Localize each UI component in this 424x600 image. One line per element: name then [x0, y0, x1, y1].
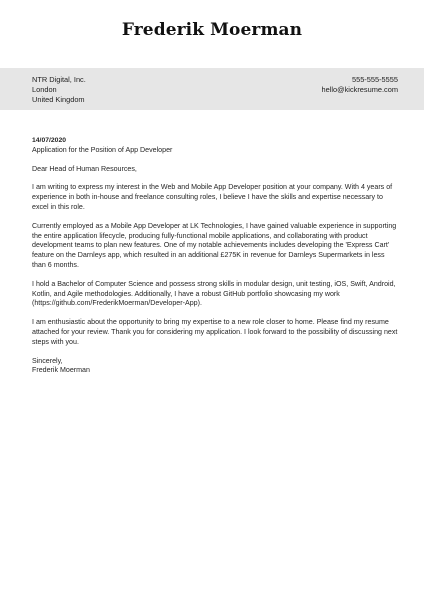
paragraph-skills: I hold a Bachelor of Computer Science and possess strong skills in modular design, unit testing, iOS, Swift, Android, Kotlin, and Agile methodologies. Additionally, I have a robust GitHub portfolio showcasing my work (https://github.com/FrederikMoerman/Developer-App).	[32, 279, 396, 308]
sender-phone: 555-555-5555	[351, 75, 398, 84]
contact-band	[0, 68, 424, 110]
recipient-city: London	[32, 85, 57, 94]
applicant-name: Frederik Moerman	[121, 20, 303, 40]
letter-body	[32, 136, 398, 376]
sender-contact	[321, 75, 398, 95]
paragraph-experience: Currently employed as a Mobile App Developer at LK Technologies, I have gained valuable experience in supporting the entire application lifecycle, producing fully-functional mobile applications, and collaborating with product development teams to plan new features. One of my notable achievements includes developing the 'Express Cart' feature on the Darnleys app, which resulted in an additional £275K in revenue for Darnleys Supermarkets in less than 6 months.	[32, 221, 397, 269]
paragraph-closing: I am enthusiastic about the opportunity to bring my expertise to a new role closer to home. Please find my resume attached for your review. Thank you for considering my application. I look forward to the possibility of discussing next steps with you.	[32, 318, 398, 346]
paragraph-intro: I am writing to express my interest in the Web and Mobile App Developer position at your company. With 4 years of experience in both in-house and freelance consulting roles, I believe I have the skills and expertise necessary to excel in this role.	[32, 183, 393, 211]
sender-email: hello@kickresume.com	[321, 85, 398, 94]
signature-name: Frederik Moerman	[32, 366, 90, 375]
recipient-company: NTR Digital, Inc.	[32, 75, 86, 84]
signoff	[32, 357, 398, 377]
recipient-address	[32, 75, 86, 105]
closing-phrase: Sincerely,	[32, 356, 63, 365]
letter-subject: Application for the Position of App Developer	[32, 145, 173, 154]
recipient-country: United Kingdom	[32, 95, 85, 104]
salutation: Dear Head of Human Resources,	[32, 164, 137, 173]
letter-date: 14/07/2020	[32, 137, 67, 144]
